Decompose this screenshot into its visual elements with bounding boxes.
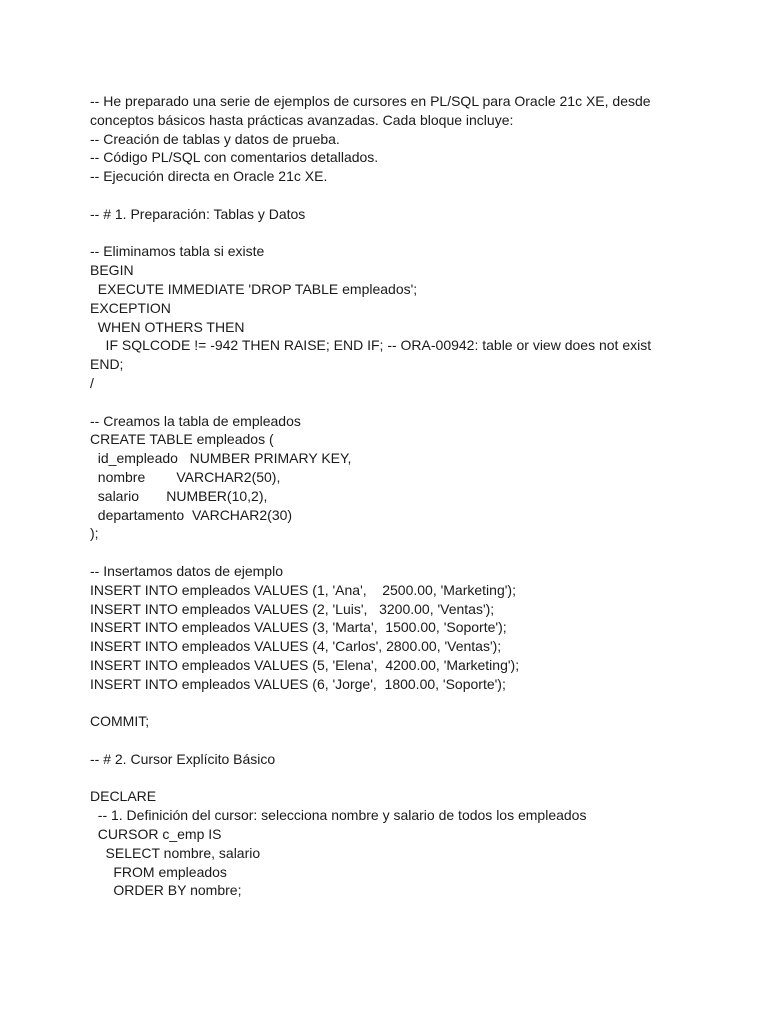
code-line: id_empleado NUMBER PRIMARY KEY,	[90, 450, 352, 467]
blank-line	[90, 224, 750, 243]
text-line: conceptos básicos hasta prácticas avanzadas. Cada bloque incluye:	[90, 111, 514, 128]
blank-line	[90, 731, 750, 750]
code-line: FROM empleados	[90, 863, 227, 880]
code-line: END;	[90, 356, 124, 373]
blank-line	[90, 769, 750, 788]
blank-line	[90, 694, 750, 713]
cursor-block	[90, 787, 750, 900]
code-line: -- Eliminamos tabla si existe	[90, 243, 265, 260]
code-line: INSERT INTO empleados VALUES (6, 'Jorge', 1800.00, 'Soporte');	[90, 675, 506, 692]
commit-line: COMMIT;	[90, 713, 150, 730]
code-line: /	[90, 374, 94, 391]
section-heading: -- # 2. Cursor Explícito Básico	[90, 750, 276, 767]
code-line: DECLARE	[90, 788, 157, 805]
code-line: );	[90, 525, 99, 542]
code-line: EXECUTE IMMEDIATE 'DROP TABLE empleados';	[90, 280, 418, 297]
text-line: -- Creación de tablas y datos de prueba.	[90, 130, 340, 147]
blank-line	[90, 543, 750, 562]
code-line: nombre VARCHAR2(50),	[90, 468, 281, 485]
code-line: INSERT INTO empleados VALUES (5, 'Elena', 4200.00, 'Marketing');	[90, 656, 520, 673]
code-line: IF SQLCODE != -942 THEN RAISE; END IF; -- ORA-00942: table or view does not exist	[90, 337, 652, 354]
code-line: departamento VARCHAR2(30)	[90, 506, 293, 523]
blank-line	[90, 186, 750, 205]
code-line: -- Insertamos datos de ejemplo	[90, 562, 283, 579]
intro-paragraph	[90, 92, 750, 186]
code-line: WHEN OTHERS THEN	[90, 318, 245, 335]
code-line: BEGIN	[90, 262, 134, 279]
code-line: INSERT INTO empleados VALUES (4, 'Carlos', 2800.00, 'Ventas');	[90, 638, 502, 655]
blank-line	[90, 393, 750, 412]
code-line: EXCEPTION	[90, 299, 171, 316]
code-line: INSERT INTO empleados VALUES (2, 'Luis', 3200.00, 'Ventas');	[90, 600, 495, 617]
code-line: CURSOR c_emp IS	[90, 826, 222, 843]
code-line: -- Creamos la tabla de empleados	[90, 412, 301, 429]
code-line: CREATE TABLE empleados (	[90, 431, 274, 448]
code-line: INSERT INTO empleados VALUES (1, 'Ana', 2500.00, 'Marketing');	[90, 581, 516, 598]
code-line: SELECT nombre, salario	[90, 844, 261, 861]
drop-table-block	[90, 242, 750, 392]
insert-data-block	[90, 562, 750, 694]
code-line: ORDER BY nombre;	[90, 882, 242, 899]
text-line: -- Código PL/SQL con comentarios detallados.	[90, 149, 379, 166]
code-line: salario NUMBER(10,2),	[90, 487, 268, 504]
section-heading: -- # 1. Preparación: Tablas y Datos	[90, 205, 306, 222]
code-line: INSERT INTO empleados VALUES (3, 'Marta', 1500.00, 'Soporte');	[90, 619, 507, 636]
text-line: -- Ejecución directa en Oracle 21c XE.	[90, 168, 328, 185]
document-page	[90, 92, 750, 900]
create-table-block	[90, 412, 750, 544]
text-line: -- He preparado una serie de ejemplos de cursores en PL/SQL para Oracle 21c XE, desde	[90, 93, 651, 109]
code-line: -- 1. Definición del cursor: selecciona nombre y salario de todos los empleados	[90, 807, 587, 824]
